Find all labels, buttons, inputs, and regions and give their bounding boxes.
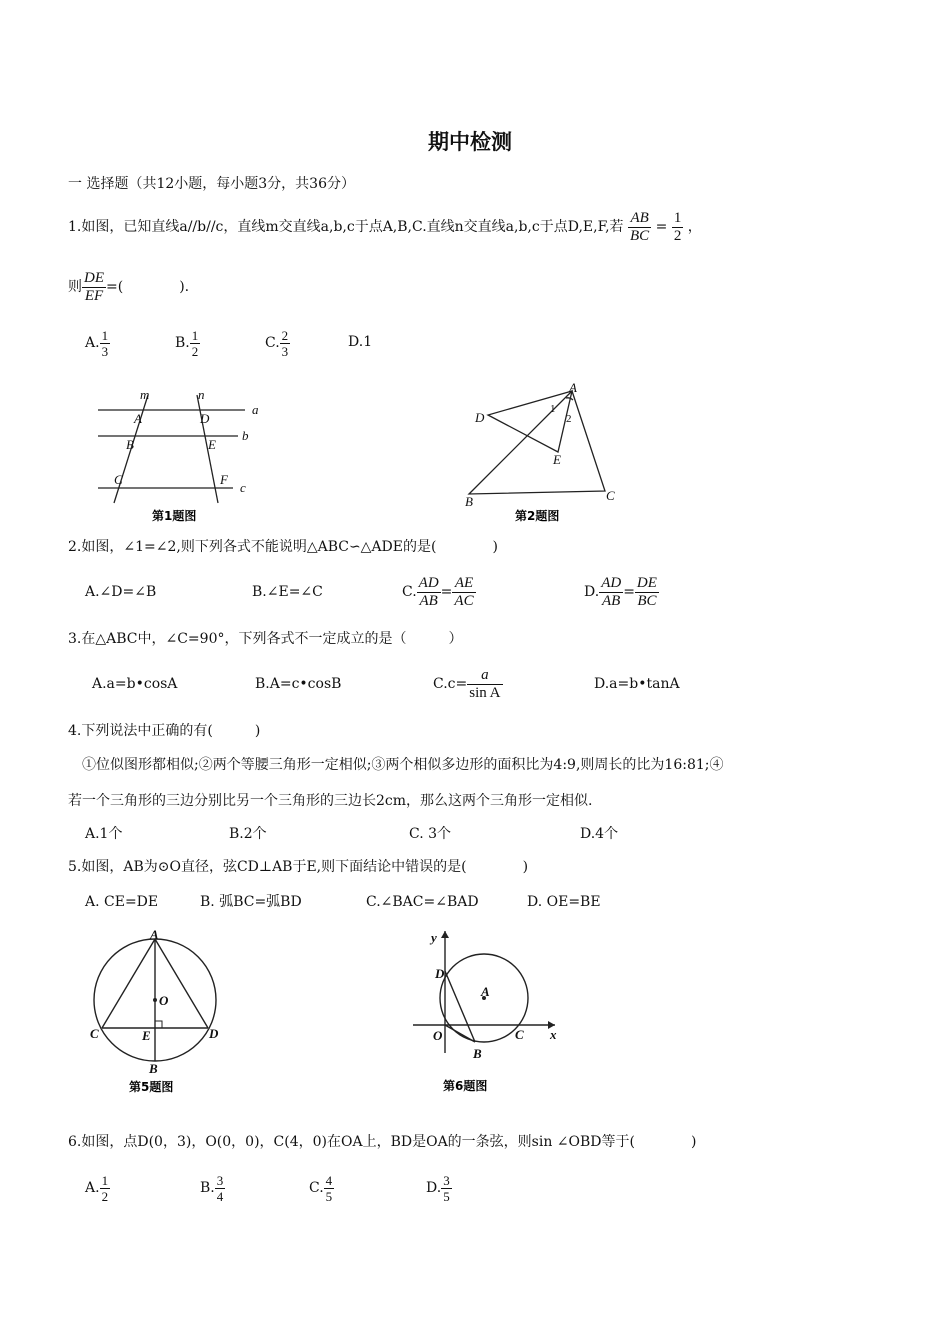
- q1-ratio-half: $\frac{1}{2}$: [673, 209, 682, 244]
- q4-option-c[interactable]: C. 3个: [409, 826, 452, 842]
- label-n: n: [198, 387, 205, 402]
- label-angle-2: 2: [566, 413, 572, 425]
- label-C: C: [90, 1026, 99, 1041]
- q5-option-d[interactable]: D. OE=BE: [527, 894, 601, 910]
- q1-question: [68, 267, 189, 307]
- q4-option-b[interactable]: B.2个: [229, 826, 267, 842]
- label-B: B: [473, 1046, 482, 1061]
- figure-6-caption: 第6题图: [443, 1079, 488, 1093]
- right-angle-mark: [155, 1021, 162, 1028]
- label-E: E: [142, 1028, 151, 1043]
- section-heading: 一 选择题（共12小题，每小题3分，共36分）: [68, 176, 355, 192]
- q1-line2-pre: 则: [68, 279, 82, 295]
- label-A: A: [481, 984, 490, 999]
- label-b: b: [242, 428, 249, 443]
- label-c: c: [240, 480, 246, 495]
- triangle-ADE: [488, 391, 572, 452]
- segment-AD: [155, 939, 208, 1028]
- q3-option-b[interactable]: B.A=c•cosB: [255, 676, 342, 692]
- center-dot: [153, 998, 157, 1002]
- q6-option-c[interactable]: C. $\frac{4}{5}$: [309, 1172, 333, 1204]
- q2-option-d[interactable]: D. $\frac{AD}{AB}$ = $\frac{DE}{BC}$: [584, 574, 657, 609]
- segment-AC: [102, 939, 155, 1028]
- q6-option-d[interactable]: D. $\frac{3}{5}$: [426, 1172, 450, 1204]
- figure-5-caption: 第5题图: [129, 1080, 174, 1094]
- figure-5: [85, 925, 235, 1100]
- label-C: C: [114, 472, 123, 487]
- q6-option-a[interactable]: A. $\frac{1}{2}$: [85, 1172, 109, 1204]
- q2-option-a[interactable]: A.∠D=∠B: [85, 584, 157, 600]
- figure-2-caption: 第2题图: [515, 509, 560, 523]
- label-y: y: [431, 930, 437, 945]
- figure-1-caption: 第1题图: [152, 509, 197, 523]
- label-A: A: [569, 380, 577, 395]
- q5-option-b[interactable]: B. 弧BC=弧BD: [200, 894, 302, 910]
- q5-option-a[interactable]: A. CE=DE: [85, 894, 159, 910]
- q4-stem: 4.下列说法中正确的有( ): [68, 723, 261, 739]
- q1-option-b[interactable]: B. $\frac{1}{2}$: [175, 327, 199, 359]
- label-B: B: [126, 437, 134, 452]
- q6-option-b[interactable]: B. $\frac{3}{4}$: [200, 1172, 224, 1204]
- q4-body-2: 若一个三角形的三边分别比另一个三角形的三边长2cm，那么这两个三角形一定相似.: [68, 793, 593, 809]
- label-D: D: [435, 966, 445, 981]
- q3-option-d[interactable]: D.a=b•tanA: [594, 676, 680, 692]
- q1-line2-post: =( ).: [106, 279, 190, 295]
- q1-option-d[interactable]: D.1: [348, 334, 373, 350]
- q6-stem: 6.如图，点D(0，3)，O(0，0)，C(4，0)在OA上，BD是OA的一条弦，则sin ∠OBD等于( ): [68, 1134, 697, 1150]
- q2-option-b[interactable]: B.∠E=∠C: [252, 584, 323, 600]
- q5-stem: 5.如图，AB为⊙O直径，弦CD⊥AB于E,则下面结论中错误的是( ): [68, 859, 529, 875]
- q1-comma: ，: [687, 219, 702, 235]
- page-title: 期中检测: [428, 130, 512, 154]
- q1-eq: =: [655, 219, 668, 235]
- q1-line1: 1.如图，已知直线a//b//c，直线m交直线a,b,c于点A,B,C.直线n交直线a,b,c于点D,E,F,若: [68, 219, 624, 235]
- label-a: a: [252, 402, 259, 417]
- label-A: A: [134, 411, 142, 426]
- label-D: D: [200, 411, 210, 426]
- label-E: E: [553, 452, 561, 467]
- segment-OB: [445, 1025, 475, 1042]
- q1-ratio-de-ef: $\frac{DE}{EF}$: [84, 269, 104, 304]
- label-angle-1: 1: [550, 403, 556, 415]
- triangle-ABC: [469, 391, 605, 494]
- q1-stem: [68, 207, 702, 247]
- label-F: F: [220, 472, 228, 487]
- q5-option-c[interactable]: C.∠BAC=∠BAD: [366, 894, 479, 910]
- chord-BD: [445, 971, 475, 1042]
- q2-stem: 2.如图，∠1=∠2,则下列各式不能说明△ABC∽△ADE的是( ): [68, 539, 498, 555]
- q2-option-c[interactable]: C. $\frac{AD}{AB}$ = $\frac{AE}{AC}$: [402, 574, 474, 609]
- q3-option-c[interactable]: C.c= $\frac{a}{\text{sin A}}$: [433, 666, 501, 701]
- q1-ratio-ab-bc: $\frac{AB}{BC}$: [630, 209, 650, 244]
- figure-2: [455, 380, 635, 528]
- q4-option-d[interactable]: D.4个: [580, 826, 619, 842]
- label-m: m: [140, 387, 150, 402]
- q1-option-c[interactable]: C. $\frac{2}{3}$: [265, 327, 289, 359]
- q1-option-a[interactable]: A. $\frac{1}{3}$: [85, 327, 109, 359]
- label-B: B: [149, 1061, 158, 1076]
- label-B: B: [465, 494, 473, 509]
- label-A: A: [150, 927, 159, 942]
- label-D: D: [209, 1026, 219, 1041]
- label-O: O: [159, 993, 169, 1008]
- q3-option-a[interactable]: A.a=b•cosA: [92, 676, 178, 692]
- y-axis-arrow: [441, 931, 449, 938]
- label-D: D: [475, 410, 485, 425]
- figure-6: [405, 925, 580, 1100]
- label-C: C: [515, 1027, 524, 1042]
- figure-1: [90, 380, 270, 528]
- q4-option-a[interactable]: A.1个: [85, 826, 123, 842]
- label-C: C: [606, 488, 615, 503]
- q3-stem: 3.在△ABC中，∠C=90°，下列各式不一定成立的是（ ）: [68, 631, 463, 647]
- q4-body-1: ①位似图形都相似;②两个等腰三角形一定相似;③两个相似多边形的面积比为4:9,则周长的比为16:81;④: [82, 757, 724, 773]
- label-E: E: [208, 437, 216, 452]
- label-x: x: [550, 1027, 557, 1042]
- label-O: O: [433, 1028, 443, 1043]
